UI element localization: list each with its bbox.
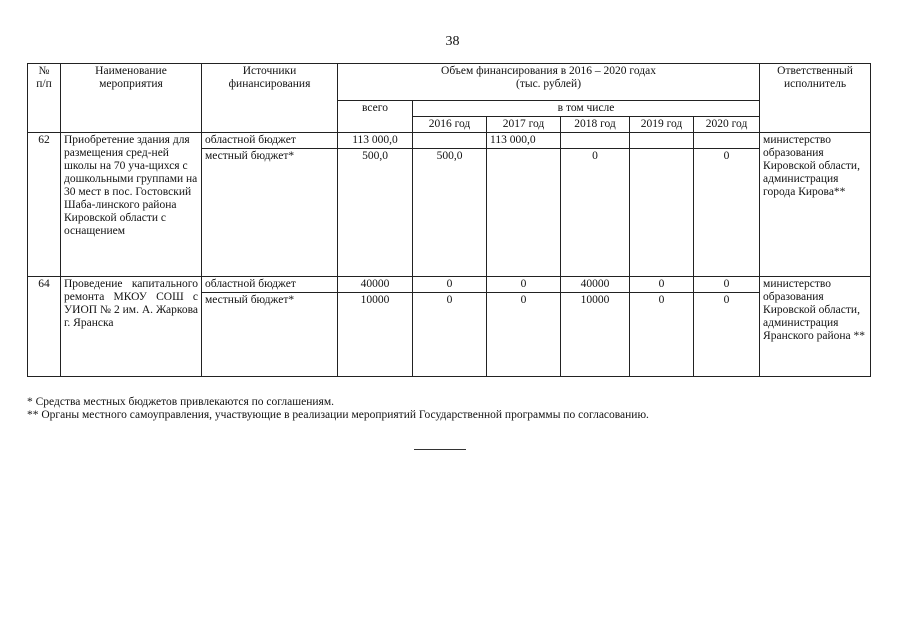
row-y2017: 0 (487, 277, 561, 293)
page-number: 38 (445, 34, 460, 49)
row-total: 500,0 (338, 149, 413, 277)
header-including: в том числе (413, 101, 760, 117)
table-row (28, 277, 871, 293)
header-total: всего (338, 101, 413, 133)
table-row (28, 133, 871, 149)
row-y2017 (487, 149, 561, 277)
row-y2018: 10000 (561, 293, 630, 377)
header-year-2017: 2017 год (487, 117, 561, 133)
header-num: № п/п (28, 64, 61, 133)
row-total: 40000 (338, 277, 413, 293)
header-year-2016: 2016 год (413, 117, 487, 133)
row-responsible: министерство образования Кировской области, администрация Яранского района ** (760, 277, 871, 377)
row-source: областной бюджет (202, 277, 338, 293)
row-y2017: 0 (487, 293, 561, 377)
row-y2020: 0 (694, 293, 760, 377)
header-year-2018: 2018 год (561, 117, 630, 133)
row-num: 62 (28, 133, 61, 277)
footnotes (27, 396, 870, 422)
row-y2016: 0 (413, 293, 487, 377)
financing-table (27, 63, 871, 377)
row-y2017: 113 000,0 (487, 133, 561, 149)
footnote-2: ** Органы местного самоуправления, участвующие в реализации мероприятий Государственной программы по согласованию. (27, 409, 649, 421)
header-year-2019: 2019 год (630, 117, 694, 133)
row-total: 10000 (338, 293, 413, 377)
row-source: местный бюджет* (202, 149, 338, 277)
row-y2016: 0 (413, 277, 487, 293)
row-y2020: 0 (694, 277, 760, 293)
row-y2016 (413, 133, 487, 149)
row-y2020: 0 (694, 149, 760, 277)
row-source: местный бюджет* (202, 293, 338, 377)
row-total: 113 000,0 (338, 133, 413, 149)
header-responsible: Ответственный исполнитель (760, 64, 871, 133)
row-y2018 (561, 133, 630, 149)
row-name: Проведение капитального ремонта МКОУ СОШ с УИОП № 2 им. А. Жаркова г. Яранска (61, 277, 202, 377)
row-y2019 (630, 149, 694, 277)
row-responsible: министерство образования Кировской области, администрация города Кирова** (760, 133, 871, 277)
row-y2020 (694, 133, 760, 149)
header-source: Источники финансирования (202, 64, 338, 133)
footnote-1: * Средства местных бюджетов привлекаются по соглашениям. (27, 396, 334, 408)
header-year-2020: 2020 год (694, 117, 760, 133)
row-y2019: 0 (630, 277, 694, 293)
end-divider (414, 449, 466, 450)
row-source: областной бюджет (202, 133, 338, 149)
row-y2019: 0 (630, 293, 694, 377)
row-y2016: 500,0 (413, 149, 487, 277)
header-volume: Объем финансирования в 2016 – 2020 годах (тыс. рублей) (338, 64, 760, 101)
row-y2019 (630, 133, 694, 149)
row-name: Приобретение здания для размещения сред-ней школы на 70 уча-щихся с дошкольными группами на 30 мест в пос. Гостовский Шаба-линского района Кировской области с оснащением (61, 133, 202, 277)
row-num: 64 (28, 277, 61, 377)
row-y2018: 40000 (561, 277, 630, 293)
header-name: Наименование мероприятия (61, 64, 202, 133)
row-y2018: 0 (561, 149, 630, 277)
